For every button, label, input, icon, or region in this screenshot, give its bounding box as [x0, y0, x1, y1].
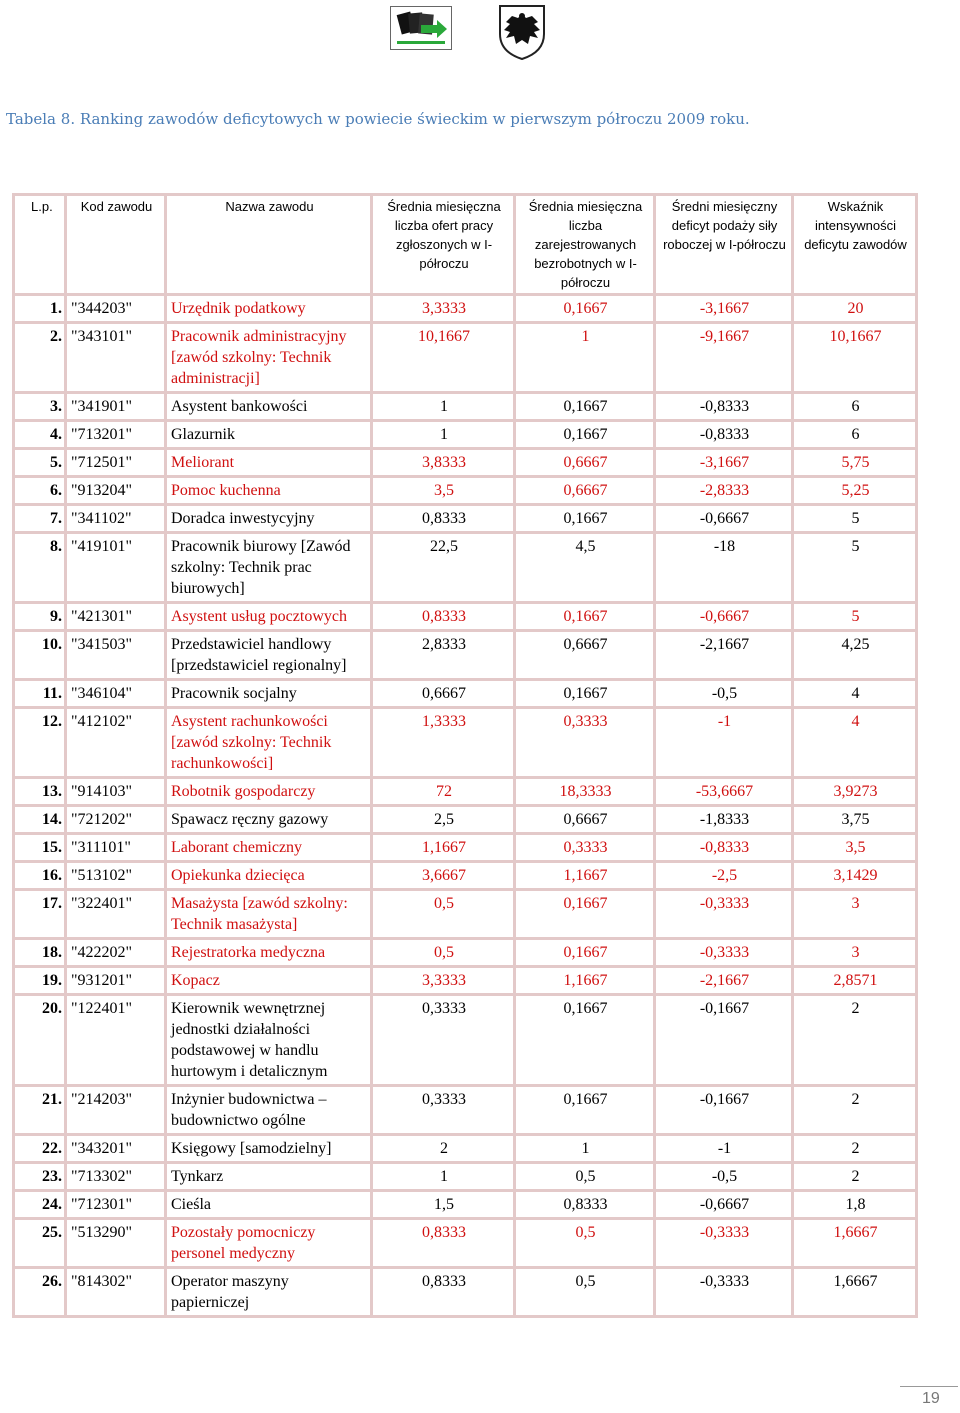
cell-deficyt: -0,8333 — [655, 834, 793, 862]
cell-bezrobotni: 0,1667 — [515, 505, 655, 533]
cell-wskaznik: 5 — [793, 603, 917, 631]
table-row — [14, 995, 917, 1086]
cell-deficyt: -0,3333 — [655, 939, 793, 967]
cell-lp: 17. — [14, 890, 66, 939]
cell-lp: 3. — [14, 393, 66, 421]
cell-bezrobotni: 0,8333 — [515, 1191, 655, 1219]
cell-bezrobotni: 1 — [515, 1135, 655, 1163]
cell-kod: "713302" — [66, 1163, 166, 1191]
table-row — [14, 708, 917, 778]
cell-oferty: 1,1667 — [372, 834, 515, 862]
page-number-divider — [900, 1386, 958, 1387]
table-row — [14, 1135, 917, 1163]
cell-deficyt: -0,5 — [655, 1163, 793, 1191]
cell-bezrobotni: 0,1667 — [515, 939, 655, 967]
table-row — [14, 477, 917, 505]
cell-oferty: 0,8333 — [372, 603, 515, 631]
cell-lp: 1. — [14, 295, 66, 323]
table-row — [14, 834, 917, 862]
cell-kod: "721202" — [66, 806, 166, 834]
cell-deficyt: -0,6667 — [655, 1191, 793, 1219]
cell-deficyt: -2,5 — [655, 862, 793, 890]
cell-deficyt: -0,6667 — [655, 603, 793, 631]
cell-lp: 12. — [14, 708, 66, 778]
table-row — [14, 1219, 917, 1268]
cell-nazwa: Asystent usług pocztowych — [166, 603, 372, 631]
cell-nazwa: Glazurnik — [166, 421, 372, 449]
cell-wskaznik: 5 — [793, 505, 917, 533]
green-arrow-logo — [390, 6, 452, 50]
cell-nazwa: Pracownik administracyjny [zawód szkolny: Technik administracji] — [166, 323, 372, 393]
cell-kod: "713201" — [66, 421, 166, 449]
cell-kod: "931201" — [66, 967, 166, 995]
cell-bezrobotni: 1,1667 — [515, 967, 655, 995]
cell-bezrobotni: 1,1667 — [515, 862, 655, 890]
cell-nazwa: Cieśla — [166, 1191, 372, 1219]
header-lp: L.p. — [14, 195, 66, 295]
cell-oferty: 2,5 — [372, 806, 515, 834]
cell-nazwa: Pozostały pomocniczy personel medyczny — [166, 1219, 372, 1268]
cell-deficyt: -3,1667 — [655, 295, 793, 323]
cell-deficyt: -2,1667 — [655, 967, 793, 995]
table-row — [14, 967, 917, 995]
cell-wskaznik: 1,6667 — [793, 1219, 917, 1268]
cell-kod: "913204" — [66, 477, 166, 505]
cell-wskaznik: 3 — [793, 939, 917, 967]
cell-wskaznik: 2 — [793, 995, 917, 1086]
cell-wskaznik: 1,8 — [793, 1191, 917, 1219]
cell-deficyt: -0,3333 — [655, 1268, 793, 1317]
header-bezrobotni: Średnia miesięczna liczba zarejestrowanych bezrobotnych w I-półroczu — [515, 195, 655, 295]
table-row — [14, 1191, 917, 1219]
cell-deficyt: -53,6667 — [655, 778, 793, 806]
cell-bezrobotni: 0,1667 — [515, 393, 655, 421]
cell-deficyt: -1 — [655, 708, 793, 778]
cell-nazwa: Masażysta [zawód szkolny: Technik masażysta] — [166, 890, 372, 939]
cell-wskaznik: 3,9273 — [793, 778, 917, 806]
table-row — [14, 862, 917, 890]
cell-kod: "513290" — [66, 1219, 166, 1268]
eagle-coat-of-arms-icon — [496, 4, 548, 60]
table-row — [14, 323, 917, 393]
cell-wskaznik: 5,75 — [793, 449, 917, 477]
cell-deficyt: -3,1667 — [655, 449, 793, 477]
table-row — [14, 533, 917, 603]
cell-bezrobotni: 0,5 — [515, 1163, 655, 1191]
cell-oferty: 3,5 — [372, 477, 515, 505]
cell-kod: "343201" — [66, 1135, 166, 1163]
cell-lp: 25. — [14, 1219, 66, 1268]
cell-nazwa: Doradca inwestycyjny — [166, 505, 372, 533]
cell-lp: 20. — [14, 995, 66, 1086]
cell-bezrobotni: 0,5 — [515, 1219, 655, 1268]
cell-kod: "419101" — [66, 533, 166, 603]
header-kod: Kod zawodu — [66, 195, 166, 295]
cell-bezrobotni: 0,1667 — [515, 603, 655, 631]
cell-oferty: 1,5 — [372, 1191, 515, 1219]
cell-oferty: 3,8333 — [372, 449, 515, 477]
cell-wskaznik: 5 — [793, 533, 917, 603]
cell-deficyt: -2,1667 — [655, 631, 793, 680]
cell-bezrobotni: 0,1667 — [515, 295, 655, 323]
ranking-table — [12, 193, 918, 1318]
cell-nazwa: Inżynier budownictwa – budownictwo ogólne — [166, 1086, 372, 1135]
cell-oferty: 0,5 — [372, 939, 515, 967]
cell-lp: 18. — [14, 939, 66, 967]
cell-kod: "311101" — [66, 834, 166, 862]
cell-kod: "122401" — [66, 995, 166, 1086]
cell-kod: "712501" — [66, 449, 166, 477]
table-header-row — [14, 195, 917, 295]
cell-lp: 23. — [14, 1163, 66, 1191]
cell-lp: 19. — [14, 967, 66, 995]
cell-bezrobotni: 0,3333 — [515, 834, 655, 862]
table-row — [14, 806, 917, 834]
table-row — [14, 393, 917, 421]
cell-oferty: 1 — [372, 393, 515, 421]
cell-wskaznik: 4,25 — [793, 631, 917, 680]
cell-nazwa: Meliorant — [166, 449, 372, 477]
cell-nazwa: Laborant chemiczny — [166, 834, 372, 862]
cell-lp: 11. — [14, 680, 66, 708]
cell-kod: "322401" — [66, 890, 166, 939]
cell-deficyt: -0,6667 — [655, 505, 793, 533]
cell-kod: "214203" — [66, 1086, 166, 1135]
cell-lp: 14. — [14, 806, 66, 834]
cell-deficyt: -0,5 — [655, 680, 793, 708]
cell-nazwa: Tynkarz — [166, 1163, 372, 1191]
cell-oferty: 22,5 — [372, 533, 515, 603]
table-row — [14, 1268, 917, 1317]
cell-wskaznik: 2,8571 — [793, 967, 917, 995]
cell-oferty: 3,3333 — [372, 295, 515, 323]
cell-deficyt: -9,1667 — [655, 323, 793, 393]
cell-wskaznik: 3 — [793, 890, 917, 939]
cell-oferty: 3,3333 — [372, 967, 515, 995]
cell-wskaznik: 10,1667 — [793, 323, 917, 393]
cell-deficyt: -1,8333 — [655, 806, 793, 834]
cell-bezrobotni: 0,3333 — [515, 708, 655, 778]
cell-bezrobotni: 0,6667 — [515, 631, 655, 680]
cell-lp: 10. — [14, 631, 66, 680]
table-row — [14, 890, 917, 939]
cell-oferty: 1 — [372, 421, 515, 449]
cell-deficyt: -0,8333 — [655, 393, 793, 421]
cell-oferty: 0,3333 — [372, 1086, 515, 1135]
cell-wskaznik: 3,75 — [793, 806, 917, 834]
table-row — [14, 295, 917, 323]
cell-bezrobotni: 18,3333 — [515, 778, 655, 806]
cell-oferty: 0,8333 — [372, 1268, 515, 1317]
cell-kod: "712301" — [66, 1191, 166, 1219]
cell-kod: "346104" — [66, 680, 166, 708]
header-nazwa: Nazwa zawodu — [166, 195, 372, 295]
cell-kod: "341901" — [66, 393, 166, 421]
cell-kod: "343101" — [66, 323, 166, 393]
cell-nazwa: Kierownik wewnętrznej jednostki działalności podstawowej w handlu hurtowym i detalicznym — [166, 995, 372, 1086]
cell-deficyt: -18 — [655, 533, 793, 603]
cell-deficyt: -0,3333 — [655, 1219, 793, 1268]
cell-nazwa: Asystent bankowości — [166, 393, 372, 421]
cell-nazwa: Robotnik gospodarczy — [166, 778, 372, 806]
cell-kod: "412102" — [66, 708, 166, 778]
cell-nazwa: Księgowy [samodzielny] — [166, 1135, 372, 1163]
cell-wskaznik: 4 — [793, 680, 917, 708]
cell-deficyt: -0,1667 — [655, 1086, 793, 1135]
table-row — [14, 1086, 917, 1135]
cell-nazwa: Kopacz — [166, 967, 372, 995]
cell-lp: 4. — [14, 421, 66, 449]
cell-lp: 21. — [14, 1086, 66, 1135]
cell-kod: "513102" — [66, 862, 166, 890]
cell-oferty: 2,8333 — [372, 631, 515, 680]
cell-deficyt: -0,1667 — [655, 995, 793, 1086]
cell-lp: 24. — [14, 1191, 66, 1219]
cell-nazwa: Operator maszyny papierniczej — [166, 1268, 372, 1317]
cell-bezrobotni: 0,6667 — [515, 449, 655, 477]
cell-nazwa: Pracownik socjalny — [166, 680, 372, 708]
table-row — [14, 421, 917, 449]
cell-lp: 2. — [14, 323, 66, 393]
cell-oferty: 0,8333 — [372, 505, 515, 533]
cell-wskaznik: 5,25 — [793, 477, 917, 505]
cell-wskaznik: 1,6667 — [793, 1268, 917, 1317]
cell-wskaznik: 20 — [793, 295, 917, 323]
cell-lp: 22. — [14, 1135, 66, 1163]
table-row — [14, 939, 917, 967]
cell-oferty: 0,3333 — [372, 995, 515, 1086]
cell-oferty: 0,8333 — [372, 1219, 515, 1268]
cell-kod: "914103" — [66, 778, 166, 806]
cell-oferty: 0,5 — [372, 890, 515, 939]
cell-deficyt: -0,3333 — [655, 890, 793, 939]
cell-wskaznik: 2 — [793, 1135, 917, 1163]
cell-nazwa: Opiekunka dziecięca — [166, 862, 372, 890]
cell-bezrobotni: 0,1667 — [515, 1086, 655, 1135]
header-deficyt: Średni miesięczny deficyt podaży siły roboczej w I-półroczu — [655, 195, 793, 295]
page-number: 19 — [922, 1390, 940, 1407]
cell-oferty: 1 — [372, 1163, 515, 1191]
cell-lp: 26. — [14, 1268, 66, 1317]
cell-bezrobotni: 0,1667 — [515, 421, 655, 449]
cell-oferty: 2 — [372, 1135, 515, 1163]
table-row — [14, 449, 917, 477]
cell-bezrobotni: 0,1667 — [515, 995, 655, 1086]
cell-oferty: 72 — [372, 778, 515, 806]
table-caption: Tabela 8. Ranking zawodów deficytowych w powiecie świeckim w pierwszym półroczu 2009 roku. — [6, 110, 750, 128]
cell-deficyt: -0,8333 — [655, 421, 793, 449]
cell-wskaznik: 4 — [793, 708, 917, 778]
cell-bezrobotni: 1 — [515, 323, 655, 393]
cell-oferty: 1,3333 — [372, 708, 515, 778]
cell-bezrobotni: 0,6667 — [515, 806, 655, 834]
cell-kod: "814302" — [66, 1268, 166, 1317]
header-wskaznik: Wskaźnik intensywności deficytu zawodów — [793, 195, 917, 295]
cell-bezrobotni: 0,1667 — [515, 680, 655, 708]
cell-wskaznik: 6 — [793, 421, 917, 449]
cell-deficyt: -2,8333 — [655, 477, 793, 505]
cell-wskaznik: 2 — [793, 1086, 917, 1135]
cell-kod: "422202" — [66, 939, 166, 967]
cell-kod: "421301" — [66, 603, 166, 631]
cell-nazwa: Pomoc kuchenna — [166, 477, 372, 505]
cell-nazwa: Pracownik biurowy [Zawód szkolny: Technik prac biurowych] — [166, 533, 372, 603]
cell-lp: 7. — [14, 505, 66, 533]
cell-wskaznik: 2 — [793, 1163, 917, 1191]
cell-bezrobotni: 0,1667 — [515, 890, 655, 939]
cell-bezrobotni: 0,6667 — [515, 477, 655, 505]
table-body — [14, 295, 917, 1317]
cell-bezrobotni: 0,5 — [515, 1268, 655, 1317]
table-row — [14, 1163, 917, 1191]
cell-bezrobotni: 4,5 — [515, 533, 655, 603]
cell-oferty: 10,1667 — [372, 323, 515, 393]
cell-wskaznik: 3,1429 — [793, 862, 917, 890]
cell-nazwa: Urzędnik podatkowy — [166, 295, 372, 323]
cell-wskaznik: 6 — [793, 393, 917, 421]
cell-nazwa: Spawacz ręczny gazowy — [166, 806, 372, 834]
cell-nazwa: Asystent rachunkowości [zawód szkolny: Technik rachunkowości] — [166, 708, 372, 778]
cell-wskaznik: 3,5 — [793, 834, 917, 862]
cell-kod: "341102" — [66, 505, 166, 533]
table-row — [14, 505, 917, 533]
cell-lp: 15. — [14, 834, 66, 862]
table-row — [14, 631, 917, 680]
header-oferty: Średnia miesięczna liczba ofert pracy zgłoszonych w I-półroczu — [372, 195, 515, 295]
cell-lp: 9. — [14, 603, 66, 631]
table-row — [14, 778, 917, 806]
table-row — [14, 603, 917, 631]
cell-lp: 16. — [14, 862, 66, 890]
cell-oferty: 3,6667 — [372, 862, 515, 890]
cell-nazwa: Rejestratorka medyczna — [166, 939, 372, 967]
cell-kod: "344203" — [66, 295, 166, 323]
cell-oferty: 0,6667 — [372, 680, 515, 708]
cell-nazwa: Przedstawiciel handlowy [przedstawiciel regionalny] — [166, 631, 372, 680]
cell-kod: "341503" — [66, 631, 166, 680]
cell-lp: 5. — [14, 449, 66, 477]
table-row — [14, 680, 917, 708]
cell-deficyt: -1 — [655, 1135, 793, 1163]
cell-lp: 13. — [14, 778, 66, 806]
cell-lp: 8. — [14, 533, 66, 603]
cell-lp: 6. — [14, 477, 66, 505]
